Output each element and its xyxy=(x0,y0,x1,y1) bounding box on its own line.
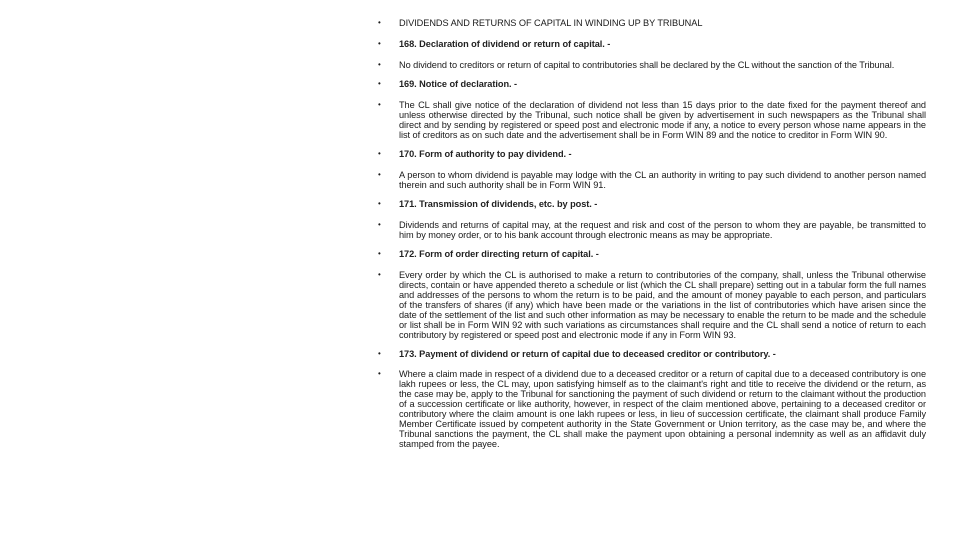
bullet-item-170-body xyxy=(378,170,926,190)
bullet-item-173-body xyxy=(378,369,926,449)
bullet-item-169-body xyxy=(378,100,926,140)
bullet-icon: • xyxy=(378,369,381,378)
slide-content xyxy=(378,18,926,449)
section-173-body: Where a claim made in respect of a dividend due to a deceased creditor or a return of capital due to a deceased contributory is one lakh rupees or less, the CL may, upon satisfying himself as to the claimant's right and title to receive the dividend or the return, as the case may be, apply to the Tribunal for sanctioning the payment of such dividend or return to the claimant without the production of a succession certificate or like authority, however, in respect of the claim mentioned above, pertaining to a deceased creditor or contributory where the claim amount is one lakh rupees or less, in lieu of succession certificate, the claimant shall produce Family Member Certificate issued by competent authority in the State Government or Union territory, as the case may be, and where the Tribunal sanctions the payment, the CL shall make the payment upon obtaining a personal indemnity as well as an affidavit duly stamped from the payee. xyxy=(399,369,926,449)
section-169-heading: 169. Notice of declaration. - xyxy=(399,79,518,89)
bullet-icon: • xyxy=(378,39,381,48)
bullet-item-169-heading xyxy=(378,79,926,89)
bullet-item-171-body xyxy=(378,220,926,240)
bullet-list xyxy=(378,18,926,449)
section-170-body: A person to whom dividend is payable may lodge with the CL an authority in writing to pay such dividend to another person named therein and such authority shall be in Form WIN 91. xyxy=(399,170,926,190)
bullet-icon: • xyxy=(378,79,381,88)
bullet-icon: • xyxy=(378,249,381,258)
section-168-body: No dividend to creditors or return of capital to contributories shall be declared by the CL without the sanction of the Tribunal. xyxy=(399,60,895,70)
bullet-item-168-body xyxy=(378,60,926,70)
section-171-body: Dividends and returns of capital may, at the request and risk and cost of the person to whom they are payable, be transmitted to him by money order, or to his bank account through electronic means as may be appropriate. xyxy=(399,220,926,240)
bullet-icon: • xyxy=(378,199,381,208)
bullet-icon: • xyxy=(378,100,381,109)
bullet-item-168-heading xyxy=(378,39,926,49)
bullet-icon: • xyxy=(378,18,381,27)
bullet-item-172-body xyxy=(378,270,926,340)
section-168-heading: 168. Declaration of dividend or return of capital. - xyxy=(399,39,611,49)
bullet-item-172-heading xyxy=(378,249,926,259)
bullet-icon: • xyxy=(378,220,381,229)
section-173-heading: 173. Payment of dividend or return of capital due to deceased creditor or contributory. - xyxy=(399,349,776,359)
bullet-item-170-heading xyxy=(378,149,926,159)
bullet-item-173-heading xyxy=(378,349,926,359)
bullet-icon: • xyxy=(378,149,381,158)
bullet-icon: • xyxy=(378,270,381,279)
bullet-icon: • xyxy=(378,349,381,358)
bullet-icon: • xyxy=(378,60,381,69)
bullet-item-title xyxy=(378,18,926,28)
section-170-heading: 170. Form of authority to pay dividend. - xyxy=(399,149,572,159)
slide-title: DIVIDENDS AND RETURNS OF CAPITAL IN WINDING UP BY TRIBUNAL xyxy=(399,18,703,28)
bullet-icon: • xyxy=(378,170,381,179)
bullet-item-171-heading xyxy=(378,199,926,209)
section-169-body: The CL shall give notice of the declaration of dividend not less than 15 days prior to the date fixed for the payment thereof and unless otherwise directed by the Tribunal, such notice shall be given by advertisement in such newspapers as the Tribunal shall direct and by sending by registered or speed post and electronic mode if any, a notice to every person whose name appears in the list of creditors as on such date and the advertisement shall be in Form WIN 89 and the notice to creditor in Form WIN 90. xyxy=(399,100,926,140)
section-172-body: Every order by which the CL is authorised to make a return to contributories of the company, shall, unless the Tribunal otherwise directs, contain or have appended thereto a schedule or list (which the CL shall prepare) setting out in a tabular form the full names and addresses of the persons to whom the return is to be paid, and the amount of money payable to each person, and particulars of the transfers of shares (if any) which have been made or the variations in the list of contributories which have arisen since the date of the settlement of the list and such other information as may be necessary to enable the return to be made and the schedule or list shall be in Form WIN 92 with such variations as circumstances shall require and the CL shall send a notice of return to each contributory by registered or speed post and electronic mode if any in Form WIN 93. xyxy=(399,270,926,340)
section-172-heading: 172. Form of order directing return of capital. - xyxy=(399,249,599,259)
section-171-heading: 171. Transmission of dividends, etc. by post. - xyxy=(399,199,598,209)
